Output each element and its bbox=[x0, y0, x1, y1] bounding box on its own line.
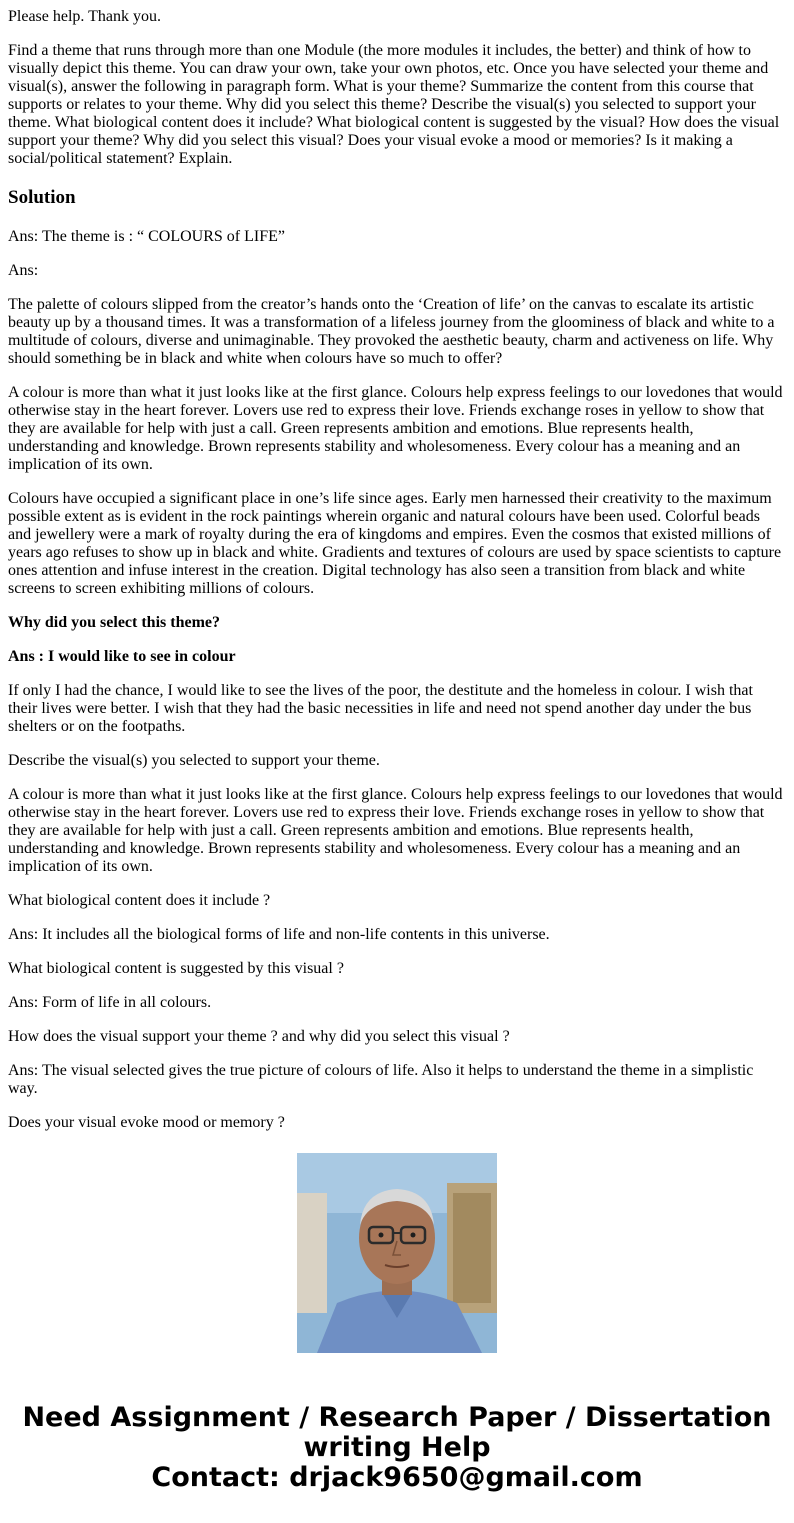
banner-contact-email: Contact: drjack9650@gmail.com bbox=[151, 1462, 643, 1493]
banner-line-1: Need Assignment / Research Paper / Dissertation bbox=[22, 1402, 772, 1433]
paragraph-history: Colours have occupied a significant place in one’s life since ages. Early men harnessed their creativity to the maximum possible extent as is evident in the rock paintings wherein organic and natural colours have been used. Colorful beads and jewellery were a mark of royalty during the era of kingdoms and empires. Even the cosmos that existed millions of years ago refuses to show up in black and white. Gradients and textures of colours are used by space scientists to capture ones attention and infuse interest in the creation. Digital technology has also seen a transition from black and white screens to screen exhibiting millions of colours. bbox=[8, 490, 782, 597]
question-suggested-content: What biological content is suggested by this visual ? bbox=[8, 960, 344, 977]
answer-suggested-content: Ans: Form of life in all colours. bbox=[8, 994, 212, 1011]
question-visual-support: How does the visual support your theme ? and why did you select this visual ? bbox=[8, 1028, 510, 1045]
answer-visual-support: Ans: The visual selected gives the true picture of colours of life. Also it helps to understand the theme in a simplistic way. bbox=[8, 1062, 754, 1097]
banner-line-2: writing Help bbox=[303, 1432, 491, 1463]
paragraph-palette: The palette of colours slipped from the creator’s hands onto the ‘Creation of life’ on the canvas to escalate its artistic beauty up by a thousand times. It was a transformation of a lifeless journey from the gloominess of black and white to a multitude of colours, diverse and unimaginable. They provoked the aesthetic beauty, charm and activeness on life. Why should something be in black and white when colours have so much to offer? bbox=[8, 296, 775, 367]
question-prompt: Find a theme that runs through more than one Module (the more modules it includes, the better) and think of how to visually depict this theme. You can draw your own, take your own photos, etc. Once you have selected your theme and visual(s), answer the following in paragraph form. What is your theme? Summarize the content from this course that supports or relates to your theme. Why did you select this theme? Describe the visual(s) you selected to support your theme. What biological content does it include? What biological content is suggested by the visual? How does the visual support your theme? Why did you select this visual? Does your visual evoke a mood or memories? Is it making a social/political statement? Explain. bbox=[8, 42, 780, 167]
paragraph-colour-meaning: A colour is more than what it just looks like at the first glance. Colours help express feelings to our lovedones that would otherwise stay in the heart forever. Lovers use red to express their love. Friends exchange roses in yellow to show that they are available for help with just a call. Green represents ambition and emotions. Blue represents health, understanding and knowledge. Brown represents stability and wholesomeness. Every colour has a meaning and an implication of its own. bbox=[8, 384, 783, 473]
question-describe-visual: Describe the visual(s) you selected to support your theme. bbox=[8, 752, 380, 769]
question-mood-memory: Does your visual evoke mood or memory ? bbox=[8, 1114, 285, 1131]
contact-banner bbox=[0, 1403, 794, 1493]
question-intro: Please help. Thank you. bbox=[8, 8, 162, 25]
avatar bbox=[297, 1153, 497, 1353]
ans-label: Ans: bbox=[8, 262, 39, 279]
document-body bbox=[8, 0, 784, 1131]
answer-why-theme: Ans : I would like to see in colour bbox=[8, 648, 236, 665]
theme-answer: Ans: The theme is : “ COLOURS of LIFE” bbox=[8, 228, 286, 245]
solution-heading: Solution bbox=[8, 187, 76, 208]
avatar-portrait bbox=[297, 1153, 497, 1353]
paragraph-poor: If only I had the chance, I would like to see the lives of the poor, the destitute and the homeless in colour. I wish that their lives were better. I wish that they had the basic necessities in life and need not spend another day under the bus shelters or on the footpaths. bbox=[8, 682, 753, 735]
paragraph-colour-meaning-repeat: A colour is more than what it just looks like at the first glance. Colours help express feelings to our lovedones that would otherwise stay in the heart forever. Lovers use red to express their love. Friends exchange roses in yellow to show that they are available for help with just a call. Green represents ambition and emotions. Blue represents health, understanding and knowledge. Brown represents stability and wholesomeness. Every colour has a meaning and an implication of its own. bbox=[8, 786, 783, 875]
answer-biological-content: Ans: It includes all the biological forms of life and non-life contents in this universe. bbox=[8, 926, 550, 943]
question-biological-content: What biological content does it include ? bbox=[8, 892, 271, 909]
question-why-theme: Why did you select this theme? bbox=[8, 614, 220, 631]
